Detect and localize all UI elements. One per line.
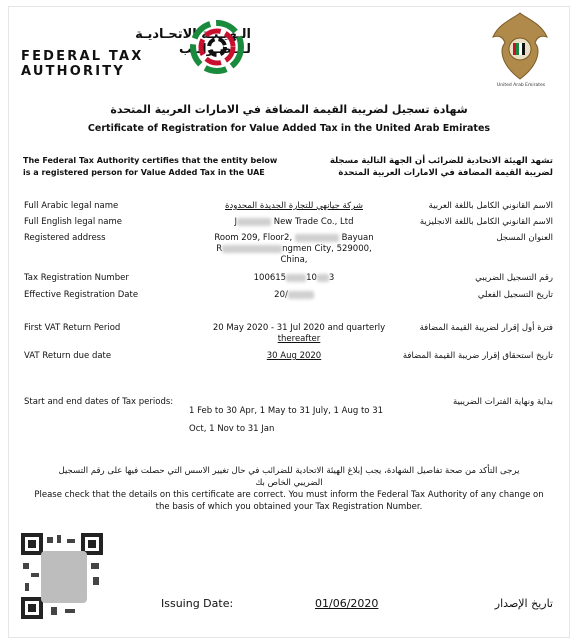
field-label-en: First VAT Return Period: [24, 323, 121, 333]
date-part: 20/: [274, 290, 288, 300]
fta-emblem-icon: [189, 19, 245, 75]
notice-ar: يرجى التأكد من صحة تفاصيل الشهادة، يجب إبلاغ الهيئة الاتحادية للضرائب في حال تغيير الاسس التي حصلت فيها على رقم التسجيل الضريبي الخاص بك: [58, 466, 520, 488]
certifies-statement-ar: تشهد الهيئة الاتحادية للضرائب أن الجهة التالية مسجلة لضريبة القيمة المضافة في الامارات العربية المتحدة: [329, 156, 553, 178]
certificate-page: [8, 6, 570, 638]
qr-code-icon: [21, 533, 103, 619]
title-ar: شهادة تسجيل لضريبة القيمة المضافة في الامارات العربية المتحدة: [110, 103, 468, 116]
redaction: [317, 274, 329, 282]
field-label-en: Registered address: [24, 233, 106, 243]
field-label-en: Effective Registration Date: [24, 290, 139, 300]
field-label-en: VAT Return due date: [24, 351, 112, 361]
field-label-ar: بداية ونهاية الفترات الضريبية: [452, 397, 553, 407]
field-label-ar: الاسم القانوني الكامل باللغة العربية: [428, 201, 553, 211]
period-line: 20 May 2020 - 31 Jul 2020 and quarterly: [212, 323, 386, 333]
issuing-date-label-en: Issuing Date:: [161, 597, 234, 610]
redaction: [286, 274, 306, 282]
address-part: ngmen City, 529000,: [282, 244, 372, 254]
address-part: China,: [280, 255, 308, 265]
uae-emblem-icon: [489, 9, 551, 85]
field-label-ar: الاسم القانوني الكامل باللغة الانجليزية: [419, 217, 553, 227]
field-value-effective-date: [199, 290, 389, 301]
certifies-statement-en: The Federal Tax Authority certifies that the entity below is a registered person for Value Added Tax in the UAE: [23, 156, 278, 177]
redaction: [222, 245, 282, 253]
trn-part: 3: [328, 273, 335, 283]
field-value-arabic-name: شركة جيانهي للتجارة الجديدة المحدودة: [225, 201, 363, 211]
trn-part: 10: [306, 273, 317, 283]
field-label-ar: العنوان المسجل: [496, 233, 553, 243]
notice-en: Please check that the details on this certificate are correct. You must inform the Federal Tax Authority of any change on the basis of which you obtained your Tax Registration Number.: [34, 490, 544, 512]
tax-periods-line: Oct, 1 Nov to 31 Jan: [189, 424, 275, 434]
authority-name-en: FEDERAL TAX AUTHORITY: [21, 49, 144, 79]
field-label-en: Full English legal name: [24, 217, 122, 227]
field-label-en: Tax Registration Number: [24, 273, 129, 283]
field-label-en: Full Arabic legal name: [24, 201, 119, 211]
field-value-trn: [199, 273, 389, 284]
address-part: Bayuan: [341, 233, 374, 243]
field-value-address: [199, 233, 389, 266]
period-line: thereafter: [277, 334, 321, 344]
emblem-caption: United Arab Emirates: [496, 83, 546, 88]
field-label-ar: رقم التسجيل الضريبي: [475, 273, 553, 283]
field-value-first-return: [199, 323, 399, 345]
title-en: Certificate of Registration for Value Added Tax in the United Arab Emirates: [87, 123, 491, 134]
fta-logo: [21, 13, 251, 79]
field-value-english-name: [199, 217, 389, 228]
trn-part: 100615: [253, 273, 287, 283]
authority-name-ar: الـهيـئـة الاتحـاديـة لـلـضـرائـب: [135, 27, 251, 57]
redaction: [295, 234, 339, 242]
field-label-ar: فترة أول إقرار لضريبة القيمة المضافة: [419, 323, 553, 333]
issuing-date-label-ar: تاريخ الإصدار: [494, 597, 553, 610]
name-part: J: [234, 217, 238, 227]
address-part: Room 209, Floor2,: [214, 233, 293, 243]
redaction: [234, 217, 271, 227]
field-label-en: Start and end dates of Tax periods:: [24, 397, 174, 407]
name-part: New Trade Co., Ltd: [273, 217, 354, 227]
redaction: [288, 291, 314, 299]
field-value-due-date: 30 Aug 2020: [266, 351, 322, 361]
field-label-ar: تاريخ التسجيل الفعلي: [477, 290, 553, 300]
issuing-date-value: 01/06/2020: [315, 597, 379, 610]
field-value-tax-periods: [189, 402, 409, 438]
address-part: R: [216, 244, 223, 254]
field-label-ar: تاريخ استحقاق إقرار ضريبة القيمة المضافة: [402, 351, 553, 361]
tax-periods-line: 1 Feb to 30 Apr, 1 May to 31 July, 1 Aug to 31: [189, 406, 384, 416]
